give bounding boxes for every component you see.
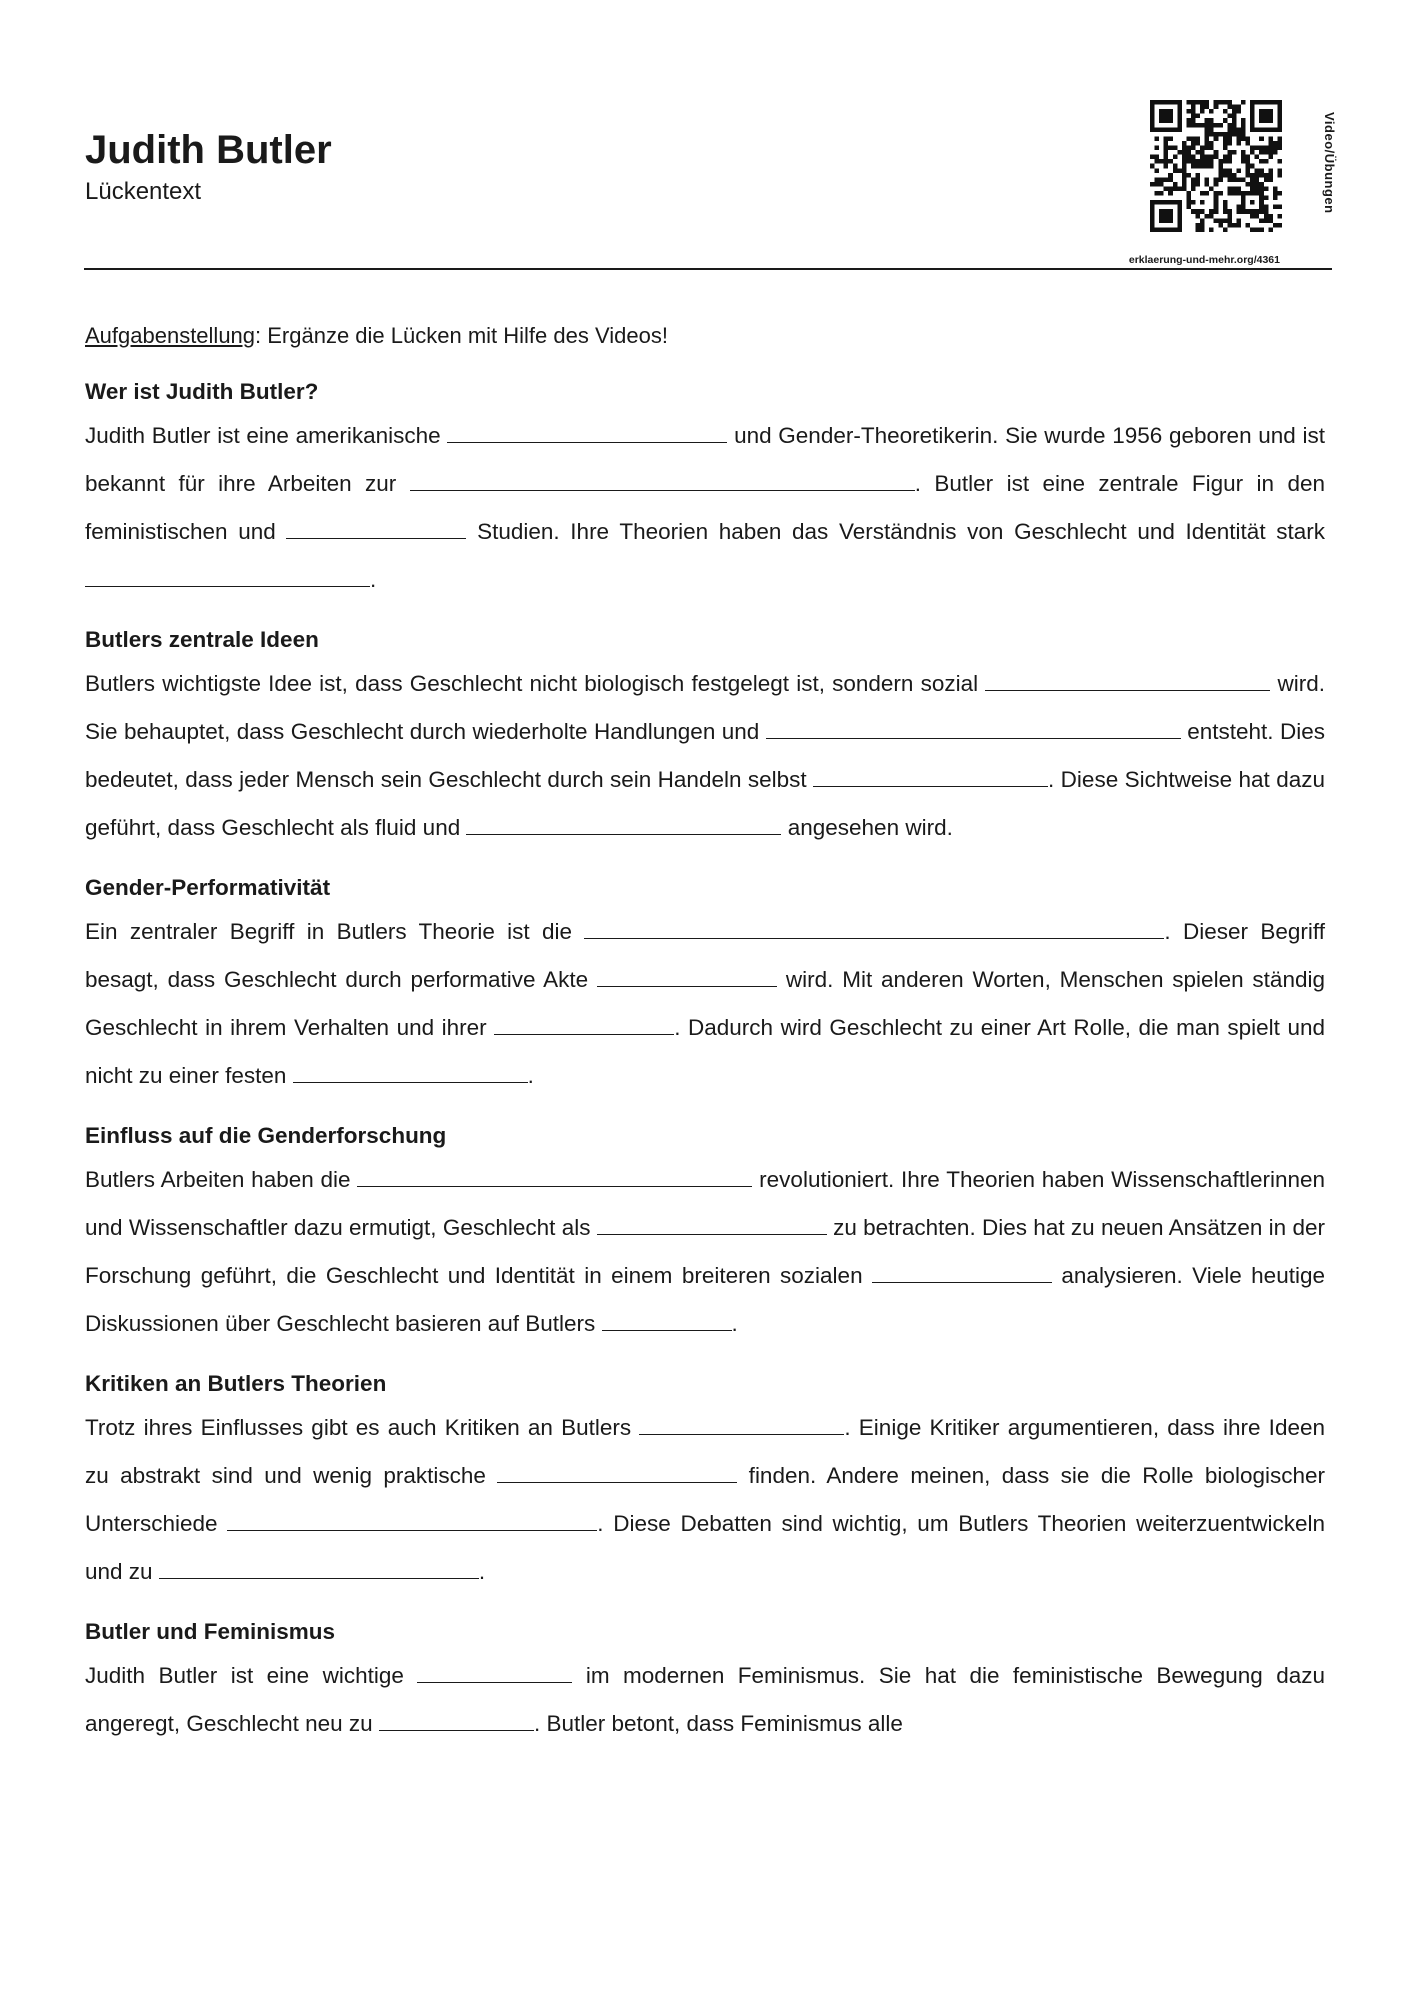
text-fragment: und Gender-Theoretikerin. Sie wurde 1956 geboren und ist bekannt für ihre Arbeiten zur [85, 423, 1325, 496]
qr-code-icon[interactable] [1150, 100, 1282, 232]
blank-gap[interactable] [85, 568, 370, 587]
section-list [85, 374, 1325, 1748]
text-fragment: . [527, 1063, 534, 1088]
worksheet-content [85, 318, 1325, 1766]
text-fragment: wird. Sie behauptet, dass Geschlecht durch wiederholte Handlungen und [85, 671, 1325, 744]
blank-gap[interactable] [985, 672, 1270, 691]
task-label: Aufgabenstellung [85, 323, 256, 348]
task-text: : Ergänze die Lücken mit Hilfe des Videos! [255, 323, 668, 348]
text-fragment: Trotz ihres Einflusses gibt es auch Kritiken an Butlers [85, 1415, 640, 1440]
text-fragment: . Einige Kritiker argumentieren, dass ihre Ideen zu abstrakt sind und wenig praktische [85, 1415, 1325, 1488]
text-fragment: . [731, 1311, 738, 1336]
section-heading: Butler und Feminismus [85, 1619, 336, 1644]
section-heading: Gender-Performativität [85, 875, 331, 900]
text-fragment: revolutioniert. Ihre Theorien haben Wissenschaftlerinnen und Wissenschaftler dazu ermutigt, Geschlecht als [85, 1167, 1326, 1240]
blank-gap[interactable] [497, 1464, 737, 1483]
text-fragment: . Dieser Begriff besagt, dass Geschlecht durch performative Akte [85, 919, 1325, 992]
blank-gap[interactable] [597, 968, 777, 987]
blank-gap[interactable] [639, 1416, 844, 1435]
blank-gap[interactable] [410, 472, 915, 491]
text-fragment: Judith Butler ist eine wichtige [85, 1663, 418, 1688]
blank-gap[interactable] [813, 768, 1048, 787]
blank-gap[interactable] [357, 1168, 752, 1187]
page-subtitle: Lückentext [85, 178, 202, 205]
blank-gap[interactable] [766, 720, 1181, 739]
text-fragment: . Butler betont, dass Feminismus alle [533, 1711, 903, 1736]
text-fragment: . [370, 567, 377, 592]
page-title: Judith Butler [85, 128, 332, 172]
blank-gap[interactable] [597, 1216, 827, 1235]
task-instruction [85, 318, 1325, 354]
text-fragment: im modernen Feminismus. Sie hat die feministische Bewegung dazu angeregt, Geschlecht neu zu [85, 1663, 1325, 1736]
qr-side-label: Video/Übungen [1322, 112, 1337, 214]
section-heading: Kritiken an Butlers Theorien [85, 1371, 387, 1396]
text-fragment: angesehen wird. [781, 815, 953, 840]
section-text [85, 1652, 1325, 1748]
source-url[interactable]: erklaerung-und-mehr.org/4361 [1128, 254, 1280, 266]
worksheet-header [85, 128, 332, 206]
blank-gap[interactable] [293, 1064, 528, 1083]
text-fragment: Judith Butler ist eine amerikanische [85, 423, 448, 448]
section-text [85, 412, 1325, 604]
section-heading: Einfluss auf die Genderforschung [85, 1123, 447, 1148]
section-heading: Wer ist Judith Butler? [85, 379, 319, 404]
header-divider [84, 268, 1332, 270]
text-fragment: . [478, 1559, 486, 1584]
section-text [85, 1404, 1325, 1596]
blank-gap[interactable] [447, 424, 727, 443]
section-text [85, 1156, 1325, 1348]
text-fragment: zu betrachten. Dies hat zu neuen Ansätzen in der Forschung geführt, die Geschlecht und Identität in einem breiteren sozialen [85, 1215, 1326, 1288]
blank-gap[interactable] [159, 1560, 479, 1579]
blank-gap[interactable] [227, 1512, 597, 1531]
blank-gap[interactable] [872, 1264, 1052, 1283]
section-text [85, 660, 1325, 852]
blank-gap[interactable] [584, 920, 1164, 939]
section-heading: Butlers zentrale Ideen [85, 627, 319, 652]
text-fragment: . Diese Debatten sind wichtig, um Butlers Theorien weiterzuentwickeln und zu [85, 1511, 1325, 1584]
blank-gap[interactable] [494, 1016, 674, 1035]
blank-gap[interactable] [466, 816, 781, 835]
text-fragment: Butlers wichtigste Idee ist, dass Geschlecht nicht biologisch festgelegt ist, sondern sozial [85, 671, 986, 696]
text-fragment: Studien. Ihre Theorien haben das Verständnis von Geschlecht und Identität stark [466, 519, 1325, 544]
text-fragment: . Butler ist eine zentrale Figur in den feministischen und [85, 471, 1326, 544]
section-text [85, 908, 1325, 1100]
blank-gap[interactable] [379, 1712, 534, 1731]
blank-gap[interactable] [286, 520, 466, 539]
text-fragment: . Diese Sichtweise hat dazu geführt, dass Geschlecht als fluid und [85, 767, 1325, 840]
text-fragment: analysieren. Viele heutige Diskussionen über Geschlecht basieren auf Butlers [85, 1263, 1325, 1336]
blank-gap[interactable] [417, 1664, 572, 1683]
text-fragment: Ein zentraler Begriff in Butlers Theorie ist die [85, 919, 585, 944]
text-fragment: Butlers Arbeiten haben die [85, 1167, 358, 1192]
blank-gap[interactable] [602, 1312, 732, 1331]
text-fragment: . Dadurch wird Geschlecht zu einer Art Rolle, die man spielt und nicht zu einer festen [85, 1015, 1325, 1088]
text-fragment: entsteht. Dies bedeutet, dass jeder Mensch sein Geschlecht durch sein Handeln selbst [85, 719, 1325, 792]
text-fragment: wird. Mit anderen Worten, Menschen spielen ständig Geschlecht in ihrem Verhalten und ihrer [85, 967, 1325, 1040]
text-fragment: finden. Andere meinen, dass sie die Rolle biologischer Unterschiede [85, 1463, 1325, 1536]
